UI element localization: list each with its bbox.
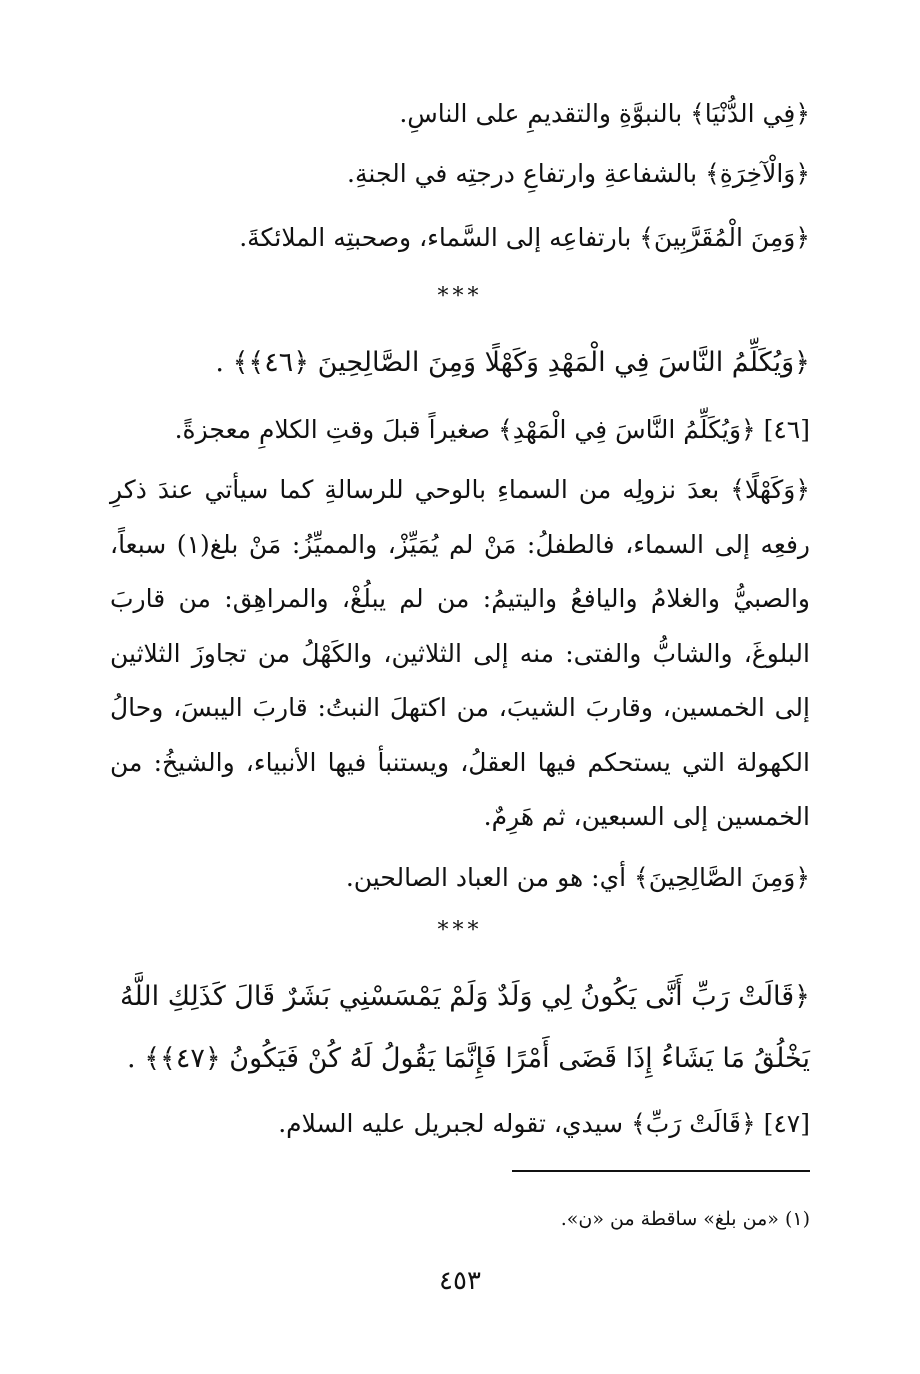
text-line-akhira: ﴿وَالْآخِرَةِ﴾ بالشفاعةِ وارتفاعِ درجتِه في الجنةِ. [347, 159, 810, 188]
verse-46: ﴿وَيُكَلِّمُ النَّاسَ فِي الْمَهْدِ وَكَهْلًا وَمِنَ الصَّالِحِينَ ﴿٤٦﴾﴾ . [215, 347, 810, 378]
text-line-salihin: ﴿وَمِنَ الصَّالِحِينَ﴾ أي: هو من العباد الصالحين. [345, 863, 810, 892]
paragraph-kahl-text: ﴿وَكَهْلًا﴾ بعدَ نزولِه من السماءِ بالوحي للرسالةِ كما سيأتي عندَ ذكرِ رفعِه إلى السماء، فالطفلُ: مَنْ لم يُمَيِّزْ، والمميِّزُ: مَنْ بلغ(١) سبعاً، والصبيُّ والغلامُ واليافعُ واليتيمُ: من لم يبلُغْ، والمراهِق: من قاربَ البلوغَ، والشابُّ والفتى: منه إلى الثلاثين، والكَهْلُ من تجاوزَ الثلاثين إلى الخمسين، وقاربَ الشيبَ، من اكتهلَ النبتُ: قاربَ اليبسَ، وحالُ الكهولة التي يستحكم فيها العقلُ، ويستنبأ فيها الأنبياء، والشيخُ: من الخمسين إلى السبعين، ثم هَرِمٌ. [110, 475, 810, 831]
paragraph-kahl [110, 463, 810, 845]
footnote: (١) «من بلغ» ساقطة من «ن». [560, 1208, 810, 1230]
text-line-duniya: ﴿فِي الدُّنْيَا﴾ بالنبوَّةِ والتقديمِ على الناسِ. [399, 99, 810, 128]
section-separator-2: *** [437, 918, 483, 943]
commentary-46: [٤٦] ﴿وَيُكَلِّمُ النَّاسَ فِي الْمَهْدِ﴾ صغيراً قبلَ وقتِ الكلامِ معجزةً. [174, 415, 810, 444]
verse-47: ﴿قَالَتْ رَبِّ أَنَّى يَكُونُ لِي وَلَدٌ وَلَمْ يَمْسَسْنِي بَشَرٌ قَالَ كَذَلِكِ اللَّهُ يَخْلُقُ مَا يَشَاءُ إِذَا قَضَى أَمْرًا فَإِنَّمَا يَقُولُ لَهُ كُنْ فَيَكُونُ ﴿٤٧﴾﴾ . [119, 981, 810, 1074]
commentary-47: [٤٧] ﴿قَالَتْ رَبِّ﴾ سيدي، تقوله لجبريل عليه السلام. [278, 1109, 810, 1138]
footnote-divider [512, 1170, 810, 1172]
section-separator: *** [437, 284, 483, 309]
text-line-muqarrabin: ﴿وَمِنَ الْمُقَرَّبِينَ﴾ بارتفاعِه إلى السَّماء، وصحبتِه الملائكةَ. [239, 223, 810, 252]
page-number: ٤٥٣ [439, 1266, 481, 1296]
